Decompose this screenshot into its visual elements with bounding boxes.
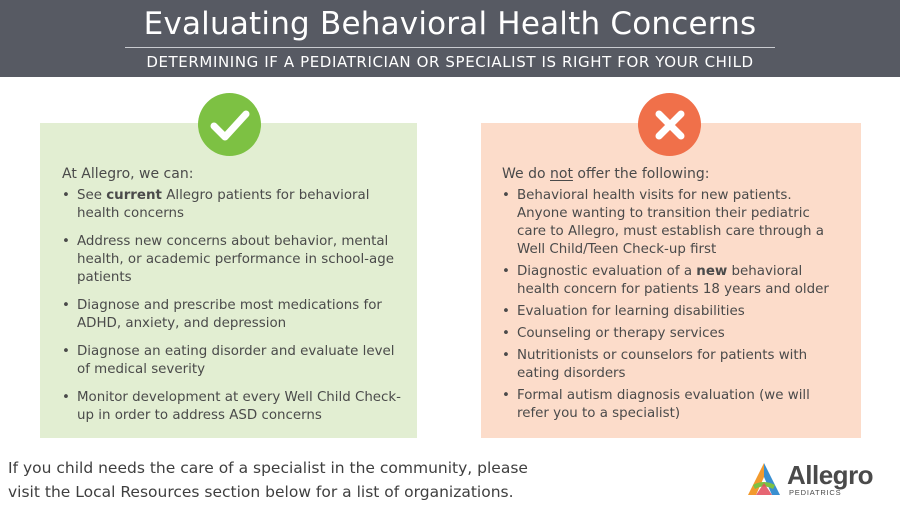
- bullet-icon: •: [502, 348, 510, 363]
- list-item: • Diagnostic evaluation of a new behavioral health concern for patients 18 years and older: [502, 264, 829, 297]
- bullet-icon: •: [62, 234, 70, 249]
- not-offered-panel: [481, 123, 861, 438]
- not-offered-heading: We do not offer the following:: [502, 166, 710, 182]
- header-banner: [0, 0, 900, 77]
- list-item: • Behavioral health visits for new patients. Anyone wanting to transition their pediatric care to Allegro, must establish care through a Well Child/Teen Check-up first: [502, 188, 824, 257]
- check-icon: [198, 93, 261, 156]
- page-title: Evaluating Behavioral Health Concerns: [143, 6, 757, 42]
- bullet-icon: •: [62, 344, 70, 359]
- logo-subtext: PEDIATRICS: [789, 488, 842, 497]
- bullet-icon: •: [502, 264, 510, 279]
- bullet-icon: •: [502, 326, 510, 341]
- list-item: • Nutritionists or counselors for patients with eating disorders: [502, 348, 808, 381]
- list-item: • Counseling or therapy services: [502, 326, 725, 341]
- bullet-icon: •: [62, 390, 70, 405]
- list-item: • Diagnose and prescribe most medications for ADHD, anxiety, and depression: [62, 298, 382, 331]
- allegro-logo: [744, 461, 894, 501]
- cross-icon: [638, 93, 701, 156]
- header-divider: [125, 47, 775, 48]
- bullet-icon: •: [62, 188, 70, 203]
- can-do-list: [62, 187, 403, 425]
- can-do-panel: [40, 123, 417, 438]
- logo-wordmark: Allegro: [787, 460, 874, 490]
- bullet-icon: •: [502, 304, 510, 319]
- list-item: • Formal autism diagnosis evaluation (we will refer you to a specialist): [502, 388, 810, 421]
- page-subtitle: DETERMINING IF A PEDIATRICIAN OR SPECIALIST IS RIGHT FOR YOUR CHILD: [146, 53, 754, 71]
- bullet-icon: •: [62, 298, 70, 313]
- footer-note: If you child needs the care of a specialist in the community, please visit the Local Resources section below for a list of organizations.: [8, 459, 528, 501]
- list-item: • Monitor development at every Well Child Check-up in order to address ASD concerns: [62, 390, 401, 423]
- not-offered-list: [502, 187, 843, 423]
- can-do-heading: At Allegro, we can:: [62, 166, 194, 182]
- list-item: • Address new concerns about behavior, mental health, or academic performance in school-age patients: [62, 234, 394, 285]
- list-item: • Evaluation for learning disabilities: [502, 304, 745, 319]
- allegro-logo-mark-icon: [744, 461, 784, 499]
- list-item: • See current Allegro patients for behavioral health concerns: [62, 188, 370, 221]
- list-item: • Diagnose an eating disorder and evaluate level of medical severity: [62, 344, 395, 377]
- bullet-icon: •: [502, 388, 510, 403]
- bullet-icon: •: [502, 188, 510, 203]
